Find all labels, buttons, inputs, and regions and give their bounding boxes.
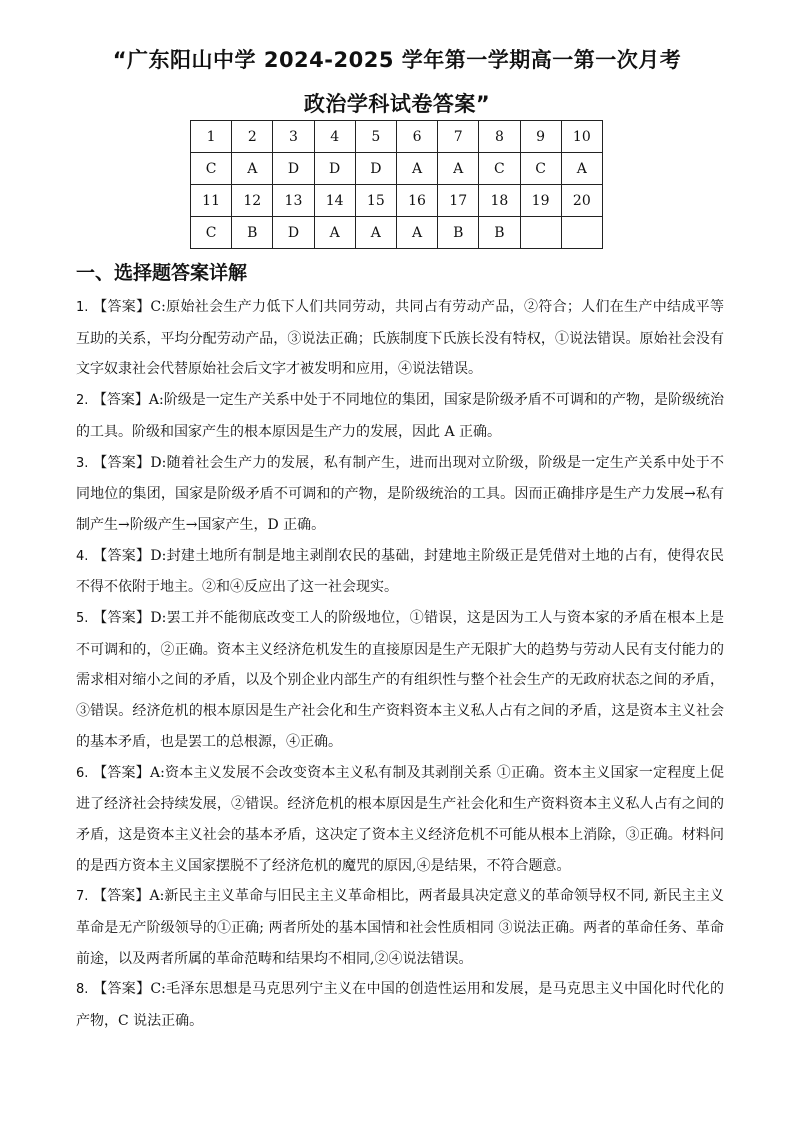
- item-text: 【答案】D:罢工并不能彻底改变工人的阶级地位，①错误，这是因为工人与资本家的矛盾在根本上是不可调和的，②正确。资本主义经济危机发生的直接原因是生产无限扩大的趋势与劳动人民有支付能力的需求相对缩小之间的矛盾，以及个别企业内部生产的有组织性与整个社会生产的无政府状态之间的矛盾，③错误。经济危机的根本原因是生产社会化和生产资料资本主义私人占有之间的矛盾，这是资本主义社会的基本矛盾，也是罢工的总根源，④正确。: [76, 610, 724, 750]
- answer-table: [190, 120, 603, 249]
- table-cell: 6: [396, 121, 437, 153]
- table-cell: A: [396, 153, 437, 185]
- item-number: 5.: [76, 611, 89, 627]
- question-number-row: [191, 185, 603, 217]
- item-number: 2.: [76, 393, 89, 409]
- table-cell: 2: [232, 121, 273, 153]
- item-number: 1.: [76, 300, 89, 315]
- item-number: 8.: [76, 982, 89, 998]
- table-cell: A: [232, 153, 273, 185]
- table-cell: A: [355, 217, 396, 249]
- table-cell: B: [479, 217, 520, 249]
- table-cell: 5: [355, 121, 396, 153]
- document-title-line-1: “广东阳山中学 2024-2025 学年第一学期高一第一次月考: [112, 48, 682, 72]
- table-cell: 7: [438, 121, 479, 153]
- answer-item: [76, 541, 724, 603]
- table-cell: B: [438, 217, 479, 249]
- item-text: 【答案】C:原始社会生产力低下人们共同劳动，共同占有劳动产品，②符合；人们在生产中结成平等互助的关系，平均分配劳动产品，③说法正确；氏族制度下氏族长没有特权，①说法错误。原始社会没有文字奴隶社会代替原始社会后文字才被发明和应用，④说法错误。: [76, 299, 724, 378]
- item-text: 【答案】D:随着社会生产力的发展，私有制产生，进而出现对立阶级，阶级是一定生产关系中处于不同地位的集团，国家是阶级矛盾不可调和的产物，是阶级统治的工具。因而正确排序是生产力发展→私有制产生→阶级产生→国家产生，D 正确。: [76, 454, 724, 533]
- answer-item: [76, 881, 724, 974]
- table-cell: C: [479, 153, 520, 185]
- answer-explanations: [76, 292, 724, 1037]
- table-cell: 10: [561, 121, 602, 153]
- answer-item: [76, 292, 724, 385]
- table-cell: 19: [520, 185, 561, 217]
- item-number: 7.: [76, 889, 89, 905]
- item-text: 【答案】C:毛泽东思想是马克思列宁主义在中国的创造性运用和发展，是马克思主义中国化时代化的产物，C 说法正确。: [76, 981, 724, 1030]
- table-cell: D: [355, 153, 396, 185]
- table-cell: 20: [561, 185, 602, 217]
- answer-item: [76, 385, 724, 447]
- table-cell: A: [561, 153, 602, 185]
- table-cell: 14: [314, 185, 355, 217]
- table-cell: A: [438, 153, 479, 185]
- answer-item: [76, 974, 724, 1036]
- table-cell: B: [232, 217, 273, 249]
- answer-item: [76, 448, 724, 541]
- table-cell: D: [314, 153, 355, 185]
- item-number: 3.: [76, 455, 89, 471]
- table-cell: C: [191, 217, 232, 249]
- table-cell: 18: [479, 185, 520, 217]
- table-cell: 9: [520, 121, 561, 153]
- table-cell: [561, 217, 602, 249]
- answer-item: [76, 758, 724, 882]
- item-text: 【答案】D:封建土地所有制是地主剥削农民的基础，封建地主阶级正是凭借对土地的占有，使得农民不得不依附于地主。②和④反应出了这一社会现实。: [76, 547, 724, 596]
- answer-item: [76, 603, 724, 758]
- table-cell: [520, 217, 561, 249]
- table-cell: 17: [438, 185, 479, 217]
- table-cell: D: [273, 217, 314, 249]
- answer-letter-row: [191, 153, 603, 185]
- document-title-line-2: 政治学科试卷答案”: [303, 92, 491, 116]
- table-cell: 11: [191, 185, 232, 217]
- table-cell: 4: [314, 121, 355, 153]
- item-text: 【答案】A:新民主主义革命与旧民主主义革命相比，两者最具决定意义的革命领导权不同, 新民主主义革命是无产阶级领导的①正确; 两者所处的基本国情和社会性质相同 ③说法正确。两者的革命任务、革命前途，以及两者所属的革命范畴和结果均不相同,②④说法错误。: [76, 888, 724, 967]
- table-cell: 15: [355, 185, 396, 217]
- table-cell: 3: [273, 121, 314, 153]
- table-cell: 16: [396, 185, 437, 217]
- table-cell: 13: [273, 185, 314, 217]
- item-text: 【答案】A:资本主义发展不会改变资本主义私有制及其剥削关系 ①正确。资本主义国家一定程度上促进了经济社会持续发展，②错误。经济危机的根本原因是生产社会化和生产资料资本主义私人占有之间的矛盾，这是资本主义社会的基本矛盾，这决定了资本主义经济危机不可能从根本上消除，③正确。材料问的是西方资本主义国家摆脱不了经济危机的魔咒的原因,④是结果，不符合题意。: [76, 764, 724, 874]
- table-cell: 8: [479, 121, 520, 153]
- table-cell: 1: [191, 121, 232, 153]
- section-heading: 一、选择题答案详解: [76, 262, 248, 284]
- answer-letter-row: [191, 217, 603, 249]
- table-cell: C: [520, 153, 561, 185]
- table-cell: A: [314, 217, 355, 249]
- item-number: 4.: [76, 548, 89, 564]
- table-cell: D: [273, 153, 314, 185]
- item-text: 【答案】A:阶级是一定生产关系中处于不同地位的集团，国家是阶级矛盾不可调和的产物，是阶级统治的工具。阶级和国家产生的根本原因是生产力的发展，因此 A 正确。: [76, 392, 725, 440]
- item-number: 6.: [76, 765, 89, 781]
- question-number-row: [191, 121, 603, 153]
- table-cell: C: [191, 153, 232, 185]
- table-cell: 12: [232, 185, 273, 217]
- table-cell: A: [396, 217, 437, 249]
